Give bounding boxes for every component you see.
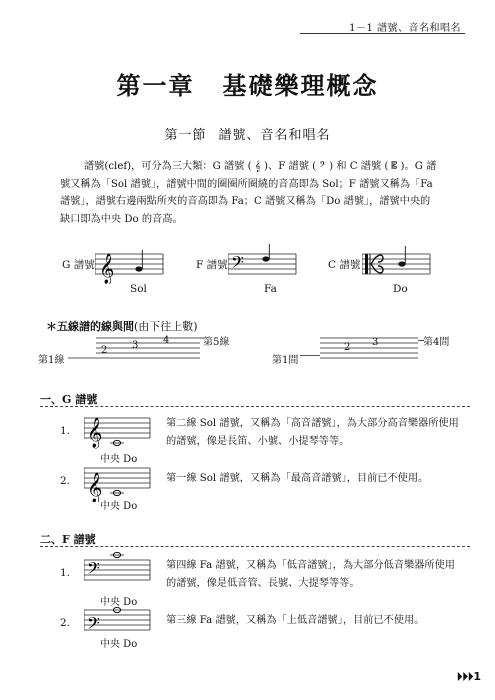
f-clef-item-1-number: 1. bbox=[60, 567, 71, 579]
first-space-label: 第1間 bbox=[272, 355, 299, 366]
fourth-space-label: 第4間 bbox=[423, 337, 450, 348]
g-clef-note-name: Sol bbox=[130, 283, 147, 295]
g-clef-section-heading: 一、G 譜號 bbox=[40, 393, 98, 406]
g-clef-item-1-text: 第二線 Sol 譜號，又稱為「高音譜號」，為大部分高音樂器所使用的譜號，像是長笛、小號、小提琴等等。 bbox=[166, 418, 459, 447]
intro-text: 譜號(clef)，可分為三大類：G 譜號 ( 𝄞 )、F 譜號 ( 𝄢 ) 和 C 譜號 ( 𝄡 )。G 譜號又稱為「Sol 譜號」，譜號中間的圈圈所圈繞的音高即為 Sol；F 譜號又稱為「Fa 譜號」，譜號右邊兩點所夾的音高即為 Fa；C 譜號又稱為「Do 譜號」，譜號中央的缺口即為中央 Do 的音高。 bbox=[60, 161, 437, 225]
f-clef-item-1-caption: 中央 Do bbox=[100, 597, 138, 608]
chapter-name: 基礎樂理概念 bbox=[222, 72, 379, 100]
c-clef-label: C 譜號 bbox=[328, 259, 361, 271]
bass-clef-icon: 𝄢 bbox=[87, 558, 100, 582]
section-divider bbox=[40, 546, 470, 547]
first-line-label: 第1線 bbox=[38, 355, 65, 366]
g-clef-label: G 譜號 bbox=[62, 259, 95, 271]
f-clef-staff-example bbox=[228, 244, 298, 284]
f-clef-note-name: Fa bbox=[264, 283, 277, 295]
g-clef-item-1-number: 1. bbox=[60, 425, 71, 437]
treble-clef-icon: 𝄞 bbox=[87, 418, 103, 448]
bass-clef-icon: 𝄢 bbox=[87, 613, 100, 637]
section-tag: 1－1 譜號、音名和唱名 bbox=[349, 23, 461, 34]
page-number: ⏵⏵⏵1 bbox=[456, 670, 481, 683]
page-arrow-icon: ⏵⏵⏵ bbox=[456, 670, 474, 683]
intro-paragraph bbox=[60, 158, 440, 228]
c-clef-staff-example bbox=[362, 244, 432, 284]
g-clef-item-2-caption: 中央 Do bbox=[100, 501, 138, 512]
note-head-do bbox=[398, 261, 405, 266]
f-clef-item-2-text: 第三線 Fa 譜號，又稱為「上低音譜號」，目前已不使用。 bbox=[166, 615, 425, 626]
f-clef-item-2-number: 2. bbox=[60, 617, 71, 629]
section-name: 譜號、音名和唱名 bbox=[218, 128, 331, 143]
f-clef-4th-line-staff bbox=[84, 550, 152, 592]
g-clef-staff-example bbox=[95, 244, 165, 284]
g-clef-item-2-number: 2. bbox=[60, 475, 71, 487]
f-clef-label: F 譜號 bbox=[196, 259, 228, 271]
f-clef-item-2-caption: 中央 Do bbox=[100, 639, 138, 650]
section-label: 第一節 bbox=[164, 128, 207, 143]
line-number-4: 4 bbox=[163, 335, 170, 346]
line-number-2: 2 bbox=[101, 345, 108, 356]
g-clef-item-2-text: 第一線 Sol 譜號，又稱為「最高音譜號」，目前已不使用。 bbox=[166, 473, 429, 484]
f-clef-section-heading: 二、F 譜號 bbox=[40, 533, 96, 546]
treble-clef-icon: 𝄞 bbox=[99, 254, 115, 284]
running-header bbox=[0, 0, 495, 36]
fifth-line-label: 第5線 bbox=[203, 337, 230, 348]
staff-spaces-diagram bbox=[300, 334, 424, 364]
c-clef-note-name: Do bbox=[393, 283, 408, 295]
space-number-2: 2 bbox=[344, 342, 351, 353]
header-rule bbox=[300, 33, 465, 34]
space-number-3: 3 bbox=[372, 337, 379, 348]
note-head-sol bbox=[135, 266, 142, 271]
section-title bbox=[0, 124, 495, 143]
staff-lines-heading: ＊五線譜的線與間(由下往上數) bbox=[46, 320, 198, 333]
note-head-fa bbox=[262, 256, 269, 261]
g-clef-1st-line-staff bbox=[84, 462, 152, 502]
treble-clef-icon: 𝄞 bbox=[87, 473, 103, 502]
chapter-label: 第一章 bbox=[116, 72, 195, 100]
f-clef-item-1-text: 第四線 Fa 譜號，又稱為「低音譜號」，為大部分低音樂器所使用的譜號，像是低音管、長號、大提琴等等。 bbox=[166, 560, 455, 589]
g-clef-2nd-line-staff bbox=[84, 410, 152, 452]
bass-clef-icon: 𝄢 bbox=[231, 252, 244, 276]
section-divider bbox=[40, 406, 470, 407]
line-number-3: 3 bbox=[132, 340, 139, 351]
chapter-title bbox=[0, 66, 495, 101]
g-clef-item-1-caption: 中央 Do bbox=[100, 454, 138, 465]
